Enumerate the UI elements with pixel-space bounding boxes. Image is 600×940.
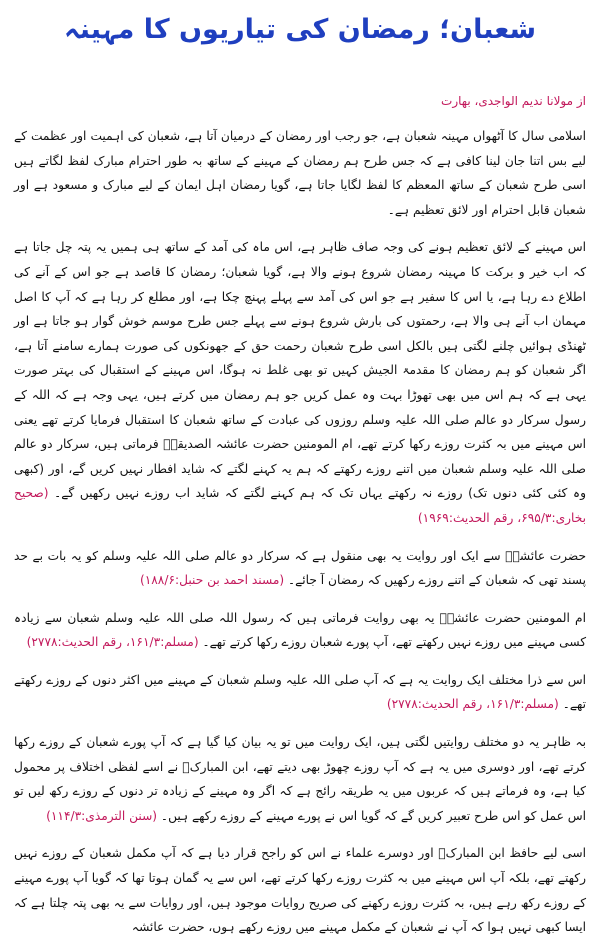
hadith-reference: (مسلم:۱۶۱/۳، رقم الحدیث:۲۷۷۸): [26, 635, 203, 650]
paragraph: [14, 730, 586, 828]
hadith-reference: (مسند احمد بن حنبل:۱۸۸/۶): [139, 573, 288, 588]
paragraph: [14, 544, 586, 593]
paragraph: [14, 668, 586, 717]
paragraph-text: اسلامی سال کا آٹھواں مہینہ شعبان ہے، جو رجب اور رمضان کے درمیان آتا ہے، شعبان کی اہمیت اور عظمت کے لیے بس اتنا جان لینا کافی ہے کہ جس طرح ہم رمضان کے مہینے کے ساتھ بہ طور احترام مبارک لفظ لگاتے ہیں اسی طرح شعبان کے ساتھ المعظم کا لفظ لگایا جاتا ہے، گویا رمضان اہل ایمان کے لیے مبارک و مسعود ہے اور شعبان قابل احترام اور لائق تعظیم ہے۔: [14, 129, 586, 217]
paragraph-text: حضرت عائشہؓ سے ایک اور روایت یہ بھی منقول ہے کہ سرکار دو عالم صلی اللہ علیہ وسلم کو یہ بات بے حد پسند تھی کہ شعبان کے اتنے روزے رکھیں کہ رمضان آ جائے۔: [14, 548, 586, 588]
article-author: از مولانا ندیم الواجدی، بھارت: [441, 94, 586, 108]
paragraph: [14, 235, 586, 530]
hadith-reference: (صحیح بخاری:۶۹۵/۳، رقم الحدیث:۱۹۶۹): [14, 486, 586, 525]
paragraph: [14, 841, 586, 939]
hadith-reference: (مسلم:۱۶۱/۳، رقم الحدیث:۲۷۷۸): [386, 697, 563, 712]
paragraph-text: اس مہینے کے لائق تعظیم ہونے کی وجہ صاف ظاہر ہے، اس ماہ کی آمد کے ساتھ ہی ہمیں یہ پتہ چل جاتا ہے کہ اب خیر و برکت کا مہینہ رمضان شروع ہونے والا ہے، گویا شعبان؛ رمضان کا قاصد ہے جو اس کے آنے کی اطلاع دے رہا ہے، یا اس کا سفیر ہے جو اس کی آمد سے پہلے پہنچ چکا ہے، اور مطلع کر رہا ہے کہ آپ کا اصل مہمان اب آنے ہی والا ہے، رحمتوں کی بارش شروع ہونے سے پہلے جس طرح موسم خوش گوار ہو جاتا ہے اور ٹھنڈی ہوائیں چلنے لگتی ہیں بالکل اسی طرح شعبان رحمت حق کے جھونکوں کی صورت ہمارے سامنے آتا ہے، اگر شعبان کو ہم رمضان کا مقدمۃ الجیش کہیں تو بھی غلط نہ ہوگا، اس مہینے کے استقبال کی بہتر صورت یہی ہے کہ ہم اس میں بھی تھوڑا بہت وہ عمل کریں جو ہم رمضان میں کرتے ہیں، یہی وجہ ہے کہ اللہ کے رسول سرکار دو عالم صلی اللہ علیہ وسلم روزوں کی عبادت کے ساتھ شعبان کا استقبال فرمایا کرتے تھے یعنی اس مہینے میں بہ کثرت روزے رکھا کرتے تھے، ام المومنین حضرت عائشہ الصدیقہؓ فرماتی ہیں، سرکار دو عالم صلی اللہ علیہ وسلم شعبان میں اتنے روزے رکھتے کہ ہم یہ کہنے لگتے کہ شاید افطار نہیں کریں گے، اور (کبھی وہ کئی کئی دنوں تک) روزے نہ رکھتے یہاں تک کہ ہم کہنے لگتے کہ شاید اب روزے نہیں رکھیں گے۔: [14, 240, 586, 501]
paragraph-text: اس سے ذرا مختلف ایک روایت یہ ہے کہ آپ صلی اللہ علیہ وسلم شعبان کے مہینے میں اکثر دنوں کے روزے رکھتے تھے۔: [14, 672, 586, 712]
paragraph-text: بہ ظاہر یہ دو مختلف روایتیں لگتی ہیں، ایک روایت میں تو یہ بیان کیا گیا ہے کہ آپ پورے شعبان کے روزے رکھا کرتے تھے، اور دوسری میں یہ ہے کہ آپ روزے چھوڑ بھی دیتے تھے، ابن المبارکؒ نے اسے لفظی اختلاف پر محمول کیا ہے، وہ فرماتے ہیں کہ عربوں میں یہ طریقہ رائج ہے کہ اگر وہ مہینے کے زیادہ تر دنوں کے روزے رکھ لیں تو اس عمل کو اس طرح تعبیر کریں گے کہ گویا اس نے پورے مہینے کے روزے رکھے ہیں۔: [14, 735, 586, 823]
paragraph-text: ام المومنین حضرت عائشہؓ یہ بھی روایت فرماتی ہیں کہ رسول اللہ صلی اللہ علیہ وسلم شعبان سے زیادہ کسی مہینے میں روزے نہیں رکھتے تھے، آپ پورے شعبان روزے رکھا کرتے تھے۔: [14, 610, 586, 650]
paragraph: [14, 124, 586, 222]
paragraph-text: اسی لیے حافظ ابن المبارکؒ اور دوسرے علماء نے اس کو راجح قرار دیا ہے کہ آپ مکمل شعبان کے روزے نہیں رکھتے تھے، بلکہ آپ اس مہینے میں بہ کثرت روزے رکھا کرتے تھے، اس سے یہ گمان ہوتا تھا کہ گویا آپ پورے مہینے کے روزے رکھ رہے ہیں، بہ کثرت روزے رکھنے کی صریح روایات موجود ہیں، اور روایات سے یہ بھی پتہ چلتا ہے کہ ایسا کبھی نہیں ہوا کہ آپ نے شعبان کے مکمل مہینے میں روزے رکھے ہوں، حضرت عائشہ: [14, 846, 586, 935]
article-title: شعبان؛ رمضان کی تیاریوں کا مہینہ: [63, 14, 537, 45]
hadith-reference: (سنن الترمذی:۱۱۴/۳): [46, 808, 161, 823]
paragraph: [14, 606, 586, 655]
